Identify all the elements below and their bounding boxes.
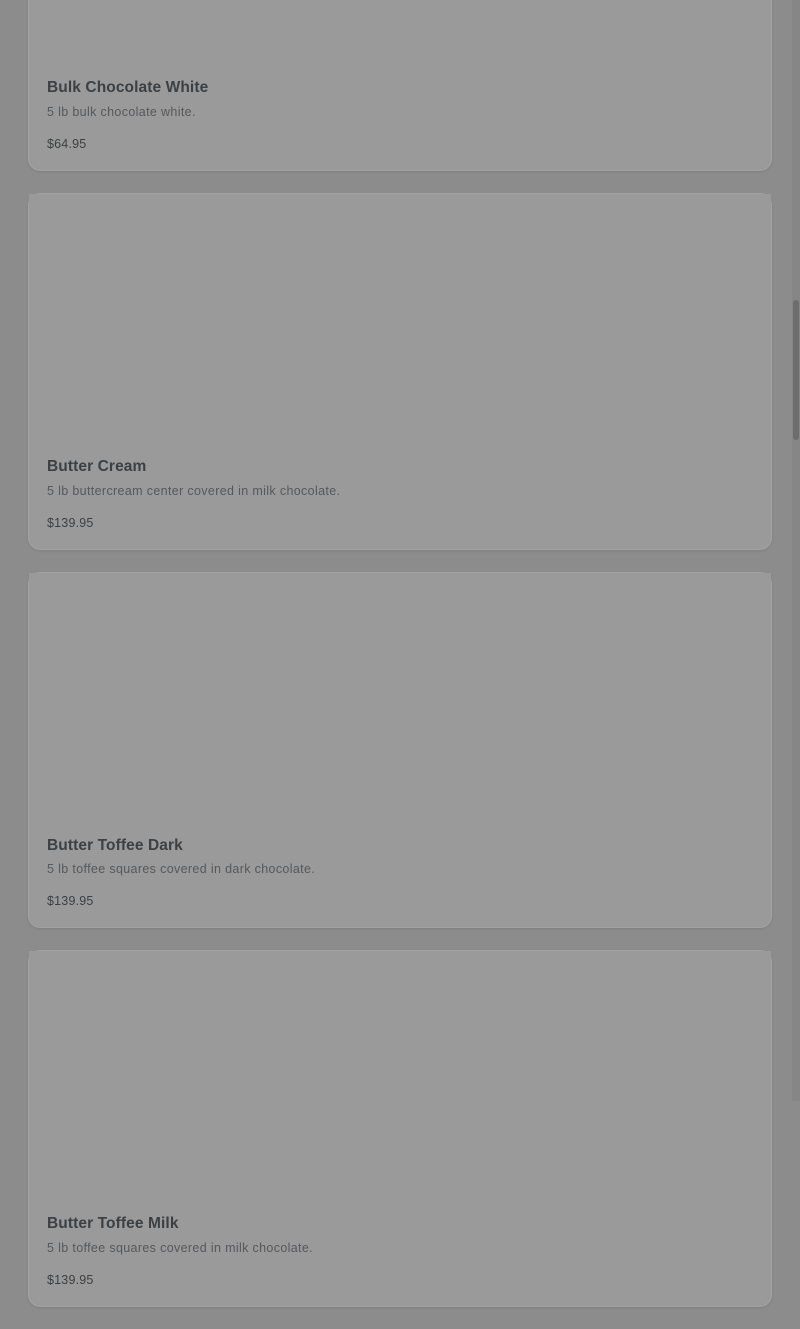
product-card-body <box>29 1215 771 1306</box>
product-image <box>29 194 771 458</box>
product-description: 5 lb buttercream center covered in milk chocolate. <box>47 483 341 498</box>
scrollbar-thumb[interactable] <box>793 300 799 440</box>
product-title: Butter Cream <box>47 457 147 475</box>
product-title: Bulk Chocolate White <box>47 79 209 96</box>
product-card[interactable] <box>28 0 772 171</box>
product-description: 5 lb bulk chocolate white. <box>47 104 196 119</box>
product-card-body <box>29 458 771 549</box>
product-title: Butter Toffee Dark <box>47 836 183 854</box>
product-title: Butter Toffee Milk <box>47 1215 179 1233</box>
product-card-body <box>29 837 771 928</box>
product-card-body <box>29 79 771 170</box>
product-card[interactable] <box>28 950 772 1307</box>
product-card[interactable] <box>28 572 772 929</box>
product-description: 5 lb toffee squares covered in dark chocolate. <box>47 862 316 877</box>
product-price: $139.95 <box>47 894 94 909</box>
product-image <box>29 951 771 1215</box>
product-price: $139.95 <box>47 515 94 530</box>
product-description: 5 lb toffee squares covered in milk chocolate. <box>47 1241 314 1256</box>
vertical-scrollbar[interactable] <box>792 0 800 1101</box>
product-image <box>29 0 771 79</box>
product-image <box>29 573 771 837</box>
product-price: $139.95 <box>47 1273 94 1288</box>
product-price: $64.95 <box>47 136 87 151</box>
product-card[interactable] <box>28 193 772 550</box>
